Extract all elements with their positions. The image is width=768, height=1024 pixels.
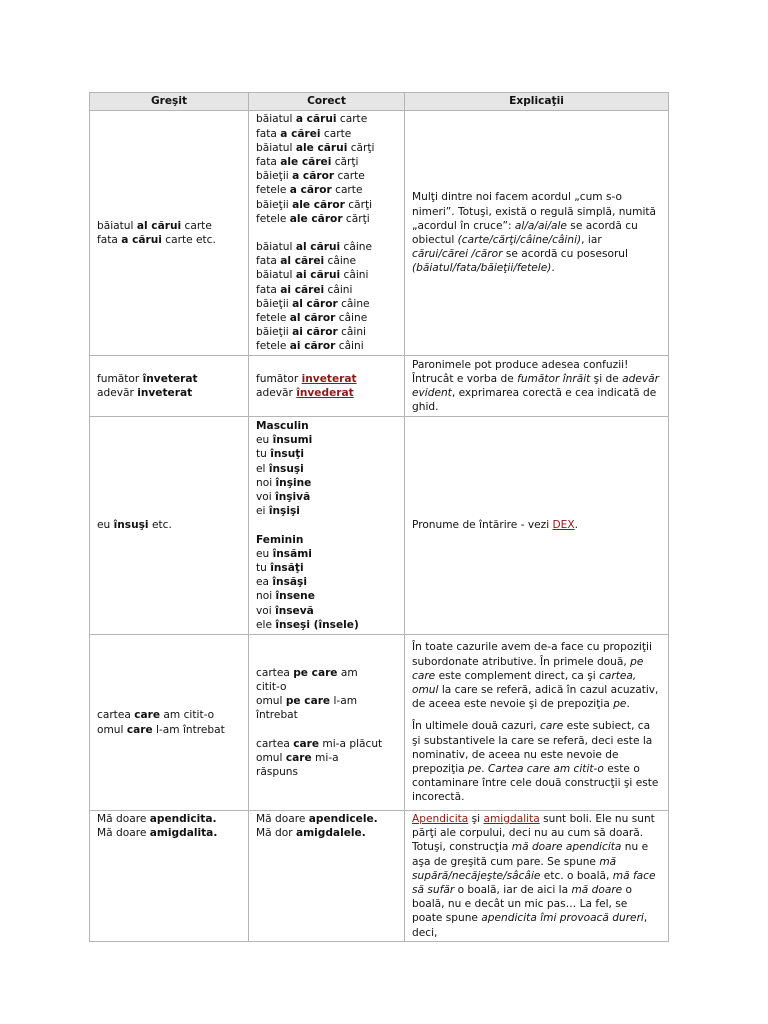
italic-text: mă doare apendicita <box>511 841 622 854</box>
text-span: băiatul <box>256 113 296 126</box>
gresit-cell <box>90 635 249 811</box>
text-span: eu <box>256 547 273 560</box>
example-line <box>256 212 397 226</box>
text-span: fetele <box>256 340 290 353</box>
bold-term: a cărui <box>295 113 337 126</box>
bold-term: ai căror <box>292 326 338 339</box>
text-span: adevăr <box>256 387 297 399</box>
bold-term: însăţi <box>270 561 304 574</box>
bold-term: a cărui <box>121 234 162 246</box>
bold-term: înseşi (însele) <box>275 618 359 631</box>
bold-term: amigdalele. <box>295 827 366 840</box>
text-span: mi-a plăcut <box>319 737 383 750</box>
bold-term: ai cărui <box>295 269 341 282</box>
text-span: băieţii <box>256 198 293 211</box>
corect-cell <box>249 356 405 417</box>
example-line <box>256 533 397 547</box>
text-span: nu e aşa de greşită cum pare. Se spune <box>412 841 649 868</box>
bold-term: amigdalita. <box>149 827 218 840</box>
explicatii-cell <box>405 811 669 942</box>
example-line <box>256 311 397 325</box>
gresit-cell <box>90 417 249 635</box>
example-line <box>97 233 241 247</box>
table-row <box>90 635 669 811</box>
example-line <box>256 169 397 183</box>
text-span: băieţii <box>256 326 293 339</box>
example-line <box>256 575 397 589</box>
text-span: fata <box>256 283 281 296</box>
bold-term: înşivă <box>275 491 311 504</box>
text-span: eu <box>256 434 273 447</box>
italic-text: mă face să sufăr <box>412 869 656 897</box>
text-span: băiatul <box>256 269 296 282</box>
example-line <box>256 618 397 632</box>
text-span: fetele <box>256 212 290 225</box>
table-row <box>90 811 669 942</box>
bold-term: Masculin <box>256 420 309 433</box>
bold-term: ai cărei <box>280 283 325 296</box>
bold-term: înşişi <box>268 505 300 518</box>
explanation-paragraph <box>412 719 661 804</box>
text-span: , exprimarea corectă e cea indicată de ghid. <box>412 387 657 414</box>
text-span: o boală, nu e decât un mic pas… La fel, se poate spune <box>412 884 633 925</box>
text-span: şi de <box>590 372 623 385</box>
text-span: Mă doare <box>97 813 150 825</box>
text-span: Pronume de întărire - vezi <box>412 519 553 532</box>
text-span: cărţi <box>342 212 370 225</box>
corect-cell <box>249 635 405 811</box>
text-span: sunt boli. Ele nu sunt părţi ale corpului, deci nu au cum să doară. Totuşi, construcţia <box>412 813 655 854</box>
text-span: câini <box>335 340 364 353</box>
example-line <box>256 812 397 826</box>
example-line <box>256 112 397 126</box>
text-span: În toate cazurile avem de-a face cu propoziţii subordonate atributive. În primele două, <box>412 641 652 668</box>
gresit-cell <box>90 356 249 417</box>
explicatii-cell <box>405 111 669 356</box>
italic-text: cărui/cărei /căror <box>412 248 503 261</box>
italic-text: care <box>540 720 564 733</box>
text-span: În ultimele două cazuri, <box>412 720 541 733</box>
example-line <box>256 737 397 751</box>
example-line <box>256 268 397 282</box>
header-row <box>90 93 669 111</box>
text-span: întrebat <box>256 709 298 722</box>
text-span: l-am <box>330 695 358 708</box>
header-corect: Corect <box>249 93 405 111</box>
text-span: carte etc. <box>161 234 216 246</box>
text-span: adevăr <box>97 387 138 399</box>
example-line <box>256 447 397 461</box>
corect-cell <box>249 111 405 356</box>
example-line <box>256 765 397 779</box>
bold-term: ale cărei <box>280 155 332 168</box>
example-line <box>256 826 397 840</box>
text-span: fetele <box>256 312 290 325</box>
dex-link[interactable]: Apendicita <box>412 813 469 825</box>
bold-term: înşine <box>275 476 312 489</box>
text-span: se acordă cu obiectul <box>412 219 638 246</box>
text-span: fetele <box>256 184 290 197</box>
text-span: şi <box>468 813 484 825</box>
text-span: , iar <box>581 234 602 246</box>
bold-term: apendicele. <box>308 813 378 825</box>
example-line <box>256 183 397 197</box>
example-line <box>256 547 397 561</box>
text-span: voi <box>256 491 276 504</box>
text-span: am <box>337 666 358 679</box>
header-gresit: Greşit <box>90 93 249 111</box>
bold-term: inveterat <box>137 387 193 399</box>
dex-link[interactable]: DEX <box>552 519 575 532</box>
bold-term: a căror <box>292 170 335 183</box>
bold-term: Feminin <box>256 533 304 546</box>
example-line <box>97 812 241 826</box>
bold-term: care <box>134 709 161 722</box>
explicatii-cell <box>405 356 669 417</box>
bold-term: al căror <box>289 312 336 325</box>
example-line <box>256 283 397 297</box>
example-line <box>256 476 397 490</box>
text-span: câine <box>337 297 370 310</box>
text-span: omul <box>256 695 286 708</box>
italic-text: (carte/cărţi/câine/câini) <box>457 234 582 246</box>
text-span: noi <box>256 476 276 489</box>
example-line <box>256 155 397 169</box>
bold-term: care <box>293 737 320 750</box>
text-span: carte <box>331 184 363 197</box>
text-span: este subiect, ca şi substantivele la care se referă, deci este la nominativ, de aceea nu este nevoie de prepoziţia <box>412 720 653 775</box>
italic-text: fumător înrăit <box>517 372 591 385</box>
text-span: câine <box>340 241 372 253</box>
example-line <box>97 219 241 233</box>
table-row <box>90 111 669 356</box>
text-span: câini <box>324 283 353 296</box>
text-span: fata <box>97 234 122 246</box>
bold-term: al cărei <box>280 255 325 268</box>
bold-term: apendicita. <box>149 813 217 825</box>
text-span: ele <box>256 618 276 631</box>
example-line <box>256 504 397 518</box>
italic-text: pe <box>613 698 627 711</box>
bold-term: a cărei <box>280 127 321 140</box>
text-span: Mă doare <box>256 813 309 825</box>
bold-term: pe care <box>293 666 338 679</box>
text-span: carte <box>336 113 368 126</box>
bold-term: al cărui <box>136 219 182 232</box>
text-span: câine <box>324 255 357 268</box>
table-row <box>90 417 669 635</box>
text-span: la care se referă, adică în cazul acuzativ, de aceea este nevoie şi de prepoziţia <box>412 683 659 711</box>
text-span: cărţi <box>344 198 373 211</box>
italic-text: al/a/ai/ale <box>514 219 567 232</box>
example-line <box>256 240 397 254</box>
spacer <box>256 226 397 240</box>
example-line <box>97 708 241 722</box>
italic-text: apendicita îmi provoacă dureri <box>481 912 644 925</box>
dex-link[interactable]: învederat <box>296 387 354 399</box>
text-span: cărţi <box>347 141 375 154</box>
example-line <box>256 694 397 708</box>
text-span: . <box>626 698 630 711</box>
italic-text: (băiatul/fata/băieţii/fetele) <box>412 262 552 275</box>
bold-term: al căror <box>292 297 338 310</box>
explanation-paragraph <box>412 190 661 275</box>
example-line <box>256 462 397 476</box>
bold-term: ale căror <box>292 198 345 211</box>
example-line <box>256 680 397 694</box>
text-span: am citit-o <box>160 709 215 722</box>
text-span: etc. o boală, <box>540 869 613 882</box>
bold-term: pe care <box>285 695 331 708</box>
text-span: fata <box>256 155 281 168</box>
example-line <box>256 198 397 212</box>
text-span: l-am întrebat <box>152 723 225 736</box>
explanation-paragraph <box>412 812 661 940</box>
text-span: o boală, iar de aici la <box>454 884 572 897</box>
example-line <box>256 433 397 447</box>
text-span: este o contaminare între cele două construcţii şi este incorectă. <box>412 763 659 804</box>
table-row <box>90 356 669 417</box>
explanation-paragraph <box>412 518 661 532</box>
text-span: . <box>481 763 489 775</box>
bold-term: însuşi <box>113 519 149 532</box>
text-span: băiatul <box>256 141 296 154</box>
italic-text: pe <box>468 763 482 775</box>
text-span: câine <box>335 312 368 325</box>
example-line <box>256 666 397 680</box>
bold-term: al cărui <box>295 241 341 253</box>
example-line <box>256 372 397 386</box>
example-line <box>256 325 397 339</box>
text-span: omul <box>97 723 127 736</box>
text-span: . <box>551 262 555 275</box>
text-span: Paronimele pot produce adesea confuzii! Întrucât e vorba de <box>412 358 629 385</box>
text-span: ea <box>256 576 273 589</box>
italic-text: pe care <box>412 655 644 682</box>
text-span: noi <box>256 590 276 603</box>
dex-link[interactable]: amigdalita <box>483 813 540 825</box>
example-line <box>256 561 397 575</box>
text-span: fumător <box>97 372 143 385</box>
text-span: Mă doare <box>97 827 150 840</box>
bold-term: a căror <box>289 184 332 197</box>
text-span: , deci, <box>412 912 648 939</box>
example-line <box>97 386 241 400</box>
text-span: citit-o <box>256 680 287 693</box>
bold-term: însămi <box>272 547 312 560</box>
bold-term: însuţi <box>270 448 304 461</box>
text-span: cartea <box>97 709 135 722</box>
italic-text: Cartea care am citit-o <box>488 763 604 775</box>
text-span: tu <box>256 448 271 461</box>
spacer <box>256 723 397 737</box>
header-explicatii: Explicaţii <box>405 93 669 111</box>
example-line <box>256 604 397 618</box>
text-span: carte <box>320 127 352 140</box>
example-line <box>256 490 397 504</box>
explicatii-cell <box>405 635 669 811</box>
text-span: carte <box>334 170 365 183</box>
explanation-paragraph <box>412 640 661 711</box>
bold-term: care <box>126 723 153 736</box>
text-span: câini <box>337 326 367 339</box>
example-line <box>256 589 397 603</box>
text-span: eu <box>97 519 114 532</box>
text-span: este complement direct, ca şi <box>435 669 600 682</box>
bold-term: ale cărui <box>295 141 348 154</box>
corect-cell <box>249 417 405 635</box>
example-line <box>97 826 241 840</box>
dex-link[interactable]: inveterat <box>301 372 357 385</box>
bold-term: ai căror <box>289 340 336 353</box>
example-line <box>256 386 397 400</box>
bold-term: însumi <box>272 434 313 447</box>
text-span: omul <box>256 751 286 764</box>
text-span: se acordă cu posesorul <box>502 248 628 261</box>
italic-text: cartea, omul <box>412 669 637 696</box>
bold-term: însuşi <box>268 462 304 475</box>
bold-term: ale căror <box>289 212 343 225</box>
text-span: cartea <box>256 666 294 679</box>
example-line <box>97 372 241 386</box>
bold-term: înveterat <box>142 372 198 385</box>
text-span: băieţii <box>256 297 293 310</box>
bold-term: care <box>285 751 312 764</box>
text-span: mi-a <box>311 751 339 764</box>
example-line <box>256 127 397 141</box>
spacer <box>256 519 397 533</box>
italic-text: mă supără/necăjeşte/sâcâie <box>412 855 617 882</box>
text-span: băieţii <box>256 170 293 183</box>
example-line <box>256 141 397 155</box>
text-span: fumător <box>256 372 302 385</box>
example-line <box>256 339 397 353</box>
text-span: răspuns <box>256 766 299 778</box>
text-span: tu <box>256 561 271 574</box>
bold-term: însevă <box>275 604 314 617</box>
explicatii-cell <box>405 417 669 635</box>
text-span: ei <box>256 505 269 518</box>
bold-term: însăşi <box>272 576 307 589</box>
corect-cell <box>249 811 405 942</box>
text-span: Mulţi dintre noi facem acordul „cum s-o nimeri”. Totuşi, există o regulă simplă, numită „acordul în cruce”: <box>412 191 657 232</box>
example-line <box>256 297 397 311</box>
text-span: . <box>574 519 578 532</box>
text-span: voi <box>256 604 276 617</box>
example-line <box>256 708 397 722</box>
text-span: cărţi <box>331 155 359 168</box>
example-line <box>256 751 397 765</box>
example-line <box>256 419 397 433</box>
text-span: băiatul <box>256 241 296 253</box>
text-span: băiatul <box>97 219 137 232</box>
example-line <box>97 518 241 532</box>
text-span: câini <box>340 269 369 282</box>
text-span: fata <box>256 255 281 268</box>
bold-term: însene <box>275 590 315 603</box>
example-line <box>97 723 241 737</box>
gresit-cell <box>90 811 249 942</box>
gresit-cell <box>90 111 249 356</box>
explanation-paragraph <box>412 358 661 415</box>
text-span: carte <box>181 219 212 232</box>
example-line <box>256 254 397 268</box>
grammar-table <box>89 92 669 942</box>
italic-text: adevăr evident <box>412 372 659 399</box>
text-span: Mă dor <box>256 827 296 840</box>
italic-text: mă doare <box>571 884 623 897</box>
text-span: etc. <box>148 519 172 532</box>
text-span: el <box>256 462 269 475</box>
text-span: cartea <box>256 737 294 750</box>
text-span: fata <box>256 127 281 140</box>
